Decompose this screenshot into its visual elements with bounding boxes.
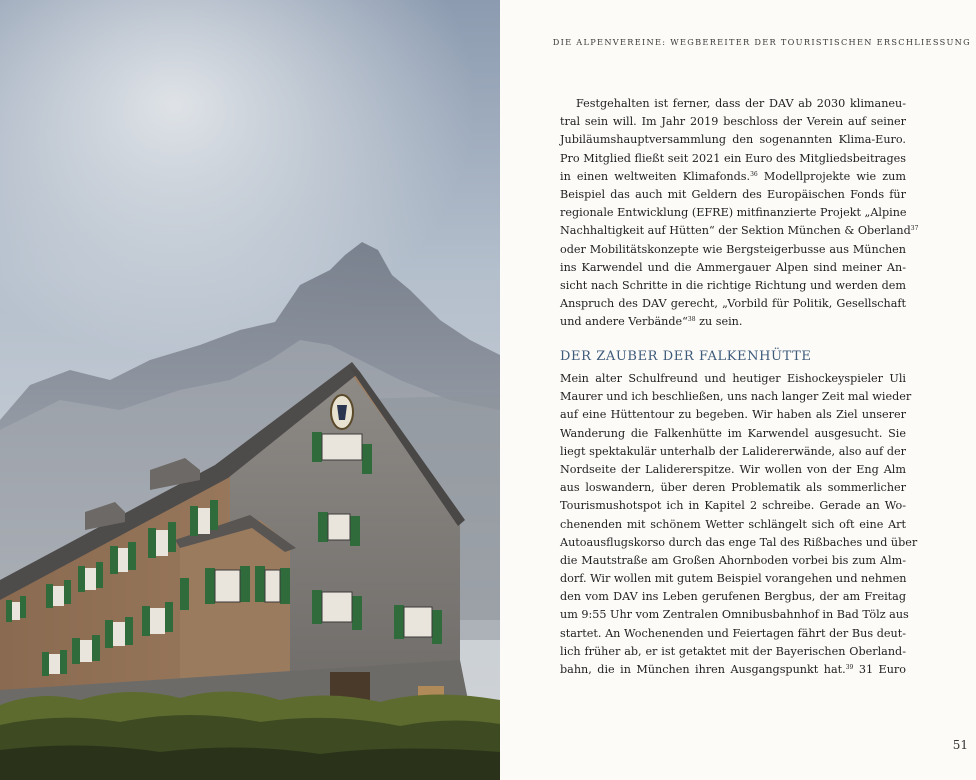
text-line: um 9:55 Uhr vom Zentralen Omnibusbahnhof in Bad Tölz aus	[560, 608, 909, 622]
paragraph-climate	[560, 95, 919, 331]
text-line: startet. An Wochenenden und Feiertagen fährt der Bus deut-	[560, 626, 906, 640]
text-line: chenenden mit schönem Wetter schlängelt sich oft eine Art	[560, 517, 906, 531]
text-line: Nordseite der Lalidererspitze. Wir wollen von der Eng Alm	[560, 462, 906, 476]
text-line: oder Mobilitätskonzepte wie Bergsteigerbusse aus München	[560, 242, 906, 256]
text-line: liegt spektakulär unterhalb der Lalidererwände, also auf der	[560, 444, 906, 458]
text-line: lich früher ab, er ist getaktet mit der Bayerischen Oberland-	[560, 644, 906, 658]
text-line: Tourismushotspot ich in Kapitel 2 schreibe. Gerade an Wo-	[560, 499, 906, 513]
text-line: Wanderung die Falkenhütte im Karwendel ausgesucht. Sie	[560, 426, 906, 440]
text-segment: Nachhaltigkeit auf Hütten“ der Sektion München & Oberland	[560, 224, 911, 238]
text-line: Beispiel das auch mit Geldern des Europäischen Fonds für	[560, 187, 906, 201]
text-line: die Mautstraße am Großen Ahornboden vorbei bis zum Alm-	[560, 553, 906, 567]
text-line: Festgehalten ist ferner, dass der DAV ab 2030 klimaneu-	[576, 97, 906, 110]
text-line: sicht nach Schritte in die richtige Richtung und werden dem	[560, 278, 906, 292]
text-line: tral sein will. Im Jahr 2019 beschloss der Verein auf seiner	[560, 115, 906, 129]
text-line: Maurer und ich beschließen, uns nach langer Zeit mal wieder	[560, 390, 912, 404]
footnote-marker: 38	[687, 316, 696, 324]
text-line: ins Karwendel und die Ammergauer Alpen sind meiner An-	[560, 260, 906, 274]
running-head: DIE ALPENVEREINE: WEGBEREITER DER TOURISTISCHEN ERSCHLIESSUNG	[552, 37, 971, 47]
footnote-marker: 39	[845, 664, 854, 671]
text-line: dorf. Wir wollen mit gutem Beispiel vorangehen und nehmen	[560, 572, 907, 586]
footnote-marker: 37	[910, 225, 919, 233]
text-line-with-footnote	[560, 168, 906, 186]
section-heading: DER ZAUBER DER FALKENHÜTTE	[560, 349, 812, 364]
text-line: Pro Mitglied fließt seit 2021 ein Euro des Mitgliedsbeitrages	[560, 151, 906, 165]
page-number: 51	[952, 738, 968, 752]
text-segment: 31 Euro	[858, 663, 907, 676]
text-segment: Modellprojekte wie zum	[763, 169, 906, 183]
text-line: regionale Entwicklung (EFRE) mitfinanzierte Projekt „Alpine	[560, 206, 907, 220]
text-segment: und andere Verbände“	[560, 315, 688, 329]
text-line-with-footnote	[560, 313, 906, 331]
text-line: auf eine Hüttentour zu begeben. Wir haben als Ziel unserer	[560, 408, 906, 422]
text-line: aus loswandern, über deren Problematik als sommerlicher	[560, 481, 906, 495]
text-line: Mein alter Schulfreund und heutiger Eishockeyspieler Uli	[560, 372, 906, 385]
paragraph-falkenhuette	[560, 370, 918, 679]
text-line: den vom DAV ins Leben gerufenen Bergbus, der am Freitag	[560, 590, 906, 604]
text-line-with-footnote	[560, 222, 919, 240]
text-segment: in einen weltweiten Klimafonds.	[560, 169, 751, 183]
text-line: Jubiläumshauptversammlung den sogenannten Klima-Euro.	[560, 133, 906, 147]
text-line-with-footnote	[560, 661, 906, 679]
footnote-marker: 36	[750, 170, 758, 178]
text-segment: zu sein.	[699, 315, 743, 329]
book-page-right	[500, 0, 976, 780]
text-segment: bahn, die in München ihren Ausgangspunkt hat.	[560, 663, 846, 676]
text-line: Autoausflugskorso durch das enge Tal des Rißbaches und über	[560, 535, 918, 549]
text-line: Anspruch des DAV gerecht, „Vorbild für Politik, Gesellschaft	[560, 297, 906, 311]
